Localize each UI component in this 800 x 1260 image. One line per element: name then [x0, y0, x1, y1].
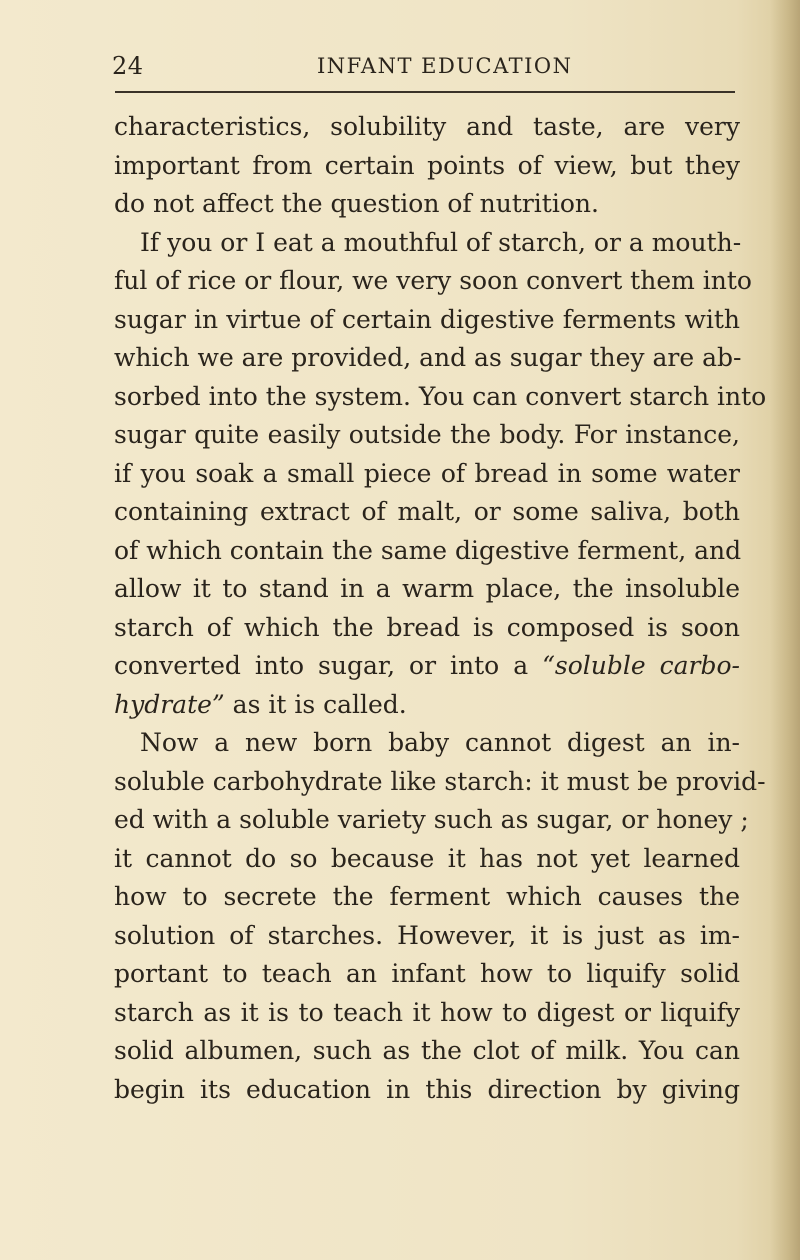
- text-line: solution of starches. However, it is just as im-: [114, 920, 740, 950]
- text-line: sugar in virtue of certain digestive ferments with: [114, 304, 740, 334]
- italic-term: hydrate”: [114, 689, 225, 719]
- page-number: 24: [112, 52, 144, 80]
- text-line: if you soak a small piece of bread in some water: [114, 458, 740, 488]
- text-line: starch as it is to teach it how to digest or liquify: [114, 997, 740, 1027]
- text-line: ful of rice or flour, we very soon convert them into: [114, 266, 752, 295]
- text-line: ed with a soluble variety such as sugar, or honey ;: [114, 805, 749, 834]
- italic-term: “soluble carbo-: [542, 651, 741, 680]
- text-segment: converted into sugar, or into a: [114, 651, 529, 680]
- page-edge-shadow: [770, 0, 800, 1260]
- text-line: how to secrete the ferment which causes the: [114, 882, 740, 911]
- running-head: INFANT EDUCATION: [317, 54, 573, 78]
- page-header: [112, 52, 738, 92]
- text-line: sorbed into the system. You can convert starch into: [114, 381, 767, 411]
- text-line: If you or I eat a mouthful of starch, or a mouth-: [140, 227, 742, 257]
- text-line: which we are provided, and as sugar they are ab-: [114, 343, 742, 372]
- text-line: do not affect the question of nutrition.: [114, 189, 599, 218]
- text-line: portant to teach an infant how to liquify solid: [114, 959, 740, 988]
- text-line: soluble carbohydrate like starch: it must be provid-: [114, 766, 766, 796]
- text-line: begin its education in this direction by giving: [114, 1074, 740, 1104]
- text-line: sugar quite easily outside the body. For instance,: [114, 420, 740, 449]
- text-line: starch of which the bread is composed is soon: [114, 612, 740, 642]
- text-line: characteristics, solubility and taste, are very: [114, 112, 740, 141]
- text-line: solid albumen, such as the clot of milk. You can: [114, 1036, 740, 1065]
- text-line: of which contain the same digestive ferment, and: [114, 535, 742, 565]
- text-line: important from certain points of view, but they: [114, 150, 740, 180]
- text-line: containing extract of malt, or some saliva, both: [114, 497, 740, 526]
- text-line: it cannot do so because it has not yet learned: [114, 843, 740, 873]
- text-line: Now a new born baby cannot digest an in-: [140, 728, 740, 757]
- text-line: allow it to stand in a warm place, the insoluble: [114, 574, 740, 603]
- header-rule: [115, 91, 735, 93]
- body-text: [114, 108, 767, 1109]
- text-line: [114, 647, 740, 686]
- text-segment: as it is called.: [232, 689, 407, 719]
- text-line: [114, 686, 740, 725]
